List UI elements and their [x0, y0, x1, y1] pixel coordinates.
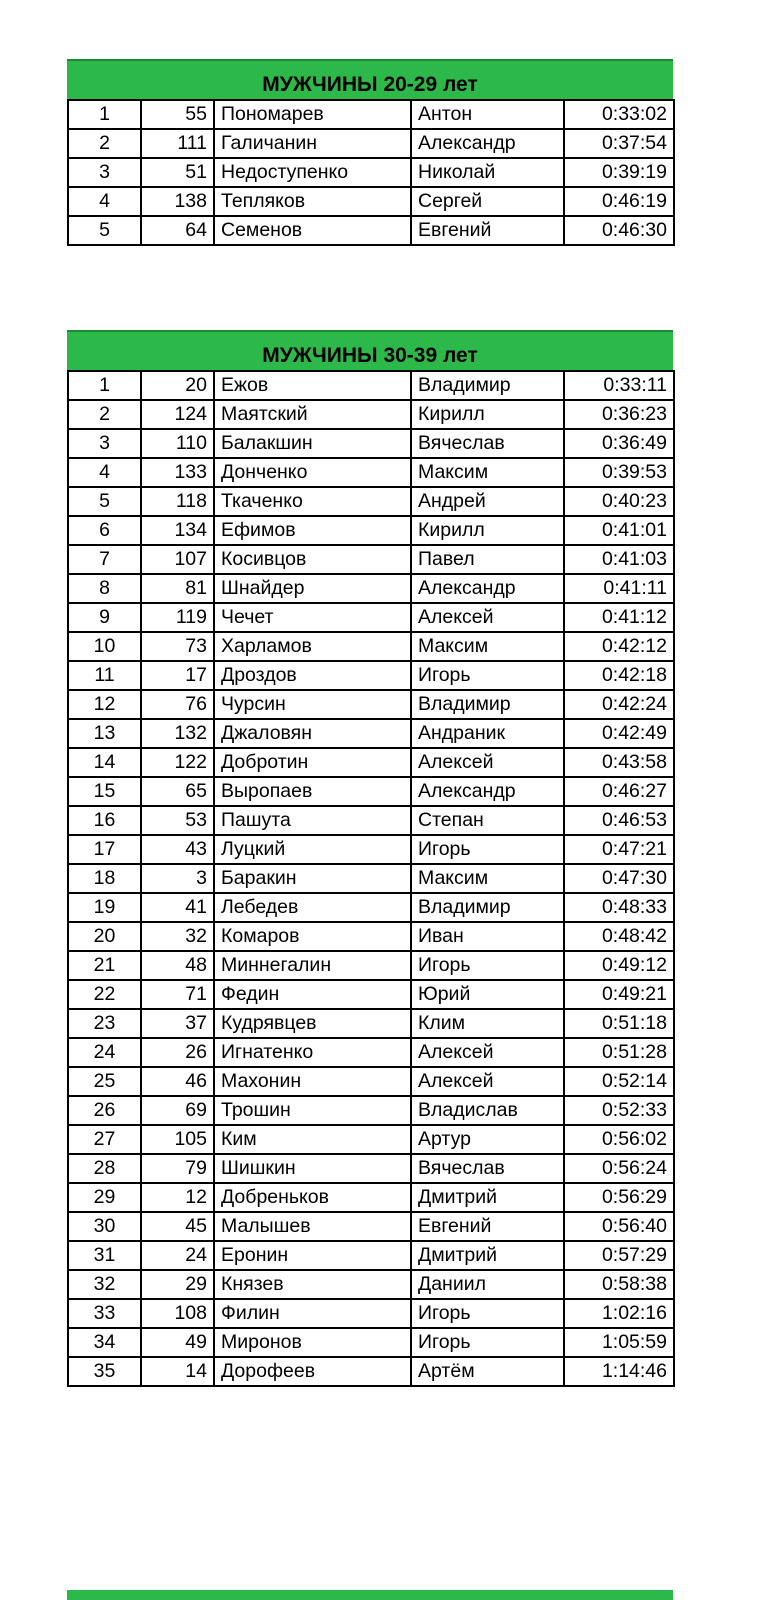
bib-cell: 134 — [141, 516, 214, 545]
time-cell: 0:42:18 — [564, 661, 674, 690]
first-name-cell: Антон — [411, 100, 564, 129]
table-row — [68, 487, 674, 516]
first-name-cell: Максим — [411, 864, 564, 893]
first-name-cell: Владислав — [411, 1096, 564, 1125]
table-row — [68, 1328, 674, 1357]
last-name-cell: Маятский — [214, 400, 411, 429]
table-row — [68, 129, 674, 158]
table-row — [68, 1067, 674, 1096]
first-name-cell: Игорь — [411, 1299, 564, 1328]
time-cell: 1:02:16 — [564, 1299, 674, 1328]
time-cell: 1:05:59 — [564, 1328, 674, 1357]
bib-cell: 37 — [141, 1009, 214, 1038]
table-row — [68, 777, 674, 806]
table-row — [68, 951, 674, 980]
bib-cell: 32 — [141, 922, 214, 951]
results-block-20-29 — [67, 59, 673, 246]
bib-cell: 108 — [141, 1299, 214, 1328]
last-name-cell: Дорофеев — [214, 1357, 411, 1386]
place-cell: 24 — [68, 1038, 141, 1067]
last-name-cell: Лебедев — [214, 893, 411, 922]
bib-cell: 119 — [141, 603, 214, 632]
section-title: МУЖЧИНЫ 30-39 лет — [67, 330, 673, 370]
time-cell: 0:56:24 — [564, 1154, 674, 1183]
first-name-cell: Максим — [411, 632, 564, 661]
table-row — [68, 893, 674, 922]
bib-cell: 17 — [141, 661, 214, 690]
time-cell: 0:36:49 — [564, 429, 674, 458]
next-section-header-strip — [67, 1590, 673, 1600]
first-name-cell: Игорь — [411, 661, 564, 690]
place-cell: 1 — [68, 371, 141, 400]
table-row — [68, 429, 674, 458]
last-name-cell: Семенов — [214, 216, 411, 245]
time-cell: 0:39:53 — [564, 458, 674, 487]
first-name-cell: Александр — [411, 129, 564, 158]
last-name-cell: Федин — [214, 980, 411, 1009]
last-name-cell: Ефимов — [214, 516, 411, 545]
table-row — [68, 158, 674, 187]
first-name-cell: Даниил — [411, 1270, 564, 1299]
place-cell: 2 — [68, 400, 141, 429]
place-cell: 9 — [68, 603, 141, 632]
time-cell: 0:49:21 — [564, 980, 674, 1009]
table-row — [68, 516, 674, 545]
place-cell: 20 — [68, 922, 141, 951]
table-row — [68, 187, 674, 216]
table-row — [68, 719, 674, 748]
time-cell: 0:46:53 — [564, 806, 674, 835]
bib-cell: 118 — [141, 487, 214, 516]
first-name-cell: Иван — [411, 922, 564, 951]
last-name-cell: Тепляков — [214, 187, 411, 216]
time-cell: 0:56:29 — [564, 1183, 674, 1212]
bib-cell: 73 — [141, 632, 214, 661]
last-name-cell: Миронов — [214, 1328, 411, 1357]
bib-cell: 133 — [141, 458, 214, 487]
last-name-cell: Дроздов — [214, 661, 411, 690]
first-name-cell: Андраник — [411, 719, 564, 748]
first-name-cell: Кирилл — [411, 400, 564, 429]
bib-cell: 51 — [141, 158, 214, 187]
first-name-cell: Дмитрий — [411, 1183, 564, 1212]
bib-cell: 12 — [141, 1183, 214, 1212]
bib-cell: 14 — [141, 1357, 214, 1386]
place-cell: 4 — [68, 458, 141, 487]
first-name-cell: Вячеслав — [411, 429, 564, 458]
place-cell: 26 — [68, 1096, 141, 1125]
first-name-cell: Владимир — [411, 893, 564, 922]
first-name-cell: Владимир — [411, 690, 564, 719]
place-cell: 5 — [68, 216, 141, 245]
time-cell: 0:48:33 — [564, 893, 674, 922]
table-row — [68, 1183, 674, 1212]
time-cell: 0:47:21 — [564, 835, 674, 864]
table-row — [68, 1357, 674, 1386]
first-name-cell: Николай — [411, 158, 564, 187]
first-name-cell: Алексей — [411, 1038, 564, 1067]
bib-cell: 111 — [141, 129, 214, 158]
last-name-cell: Выропаев — [214, 777, 411, 806]
bib-cell: 110 — [141, 429, 214, 458]
first-name-cell: Евгений — [411, 216, 564, 245]
table-row — [68, 690, 674, 719]
last-name-cell: Шишкин — [214, 1154, 411, 1183]
bib-cell: 69 — [141, 1096, 214, 1125]
last-name-cell: Шнайдер — [214, 574, 411, 603]
time-cell: 0:36:23 — [564, 400, 674, 429]
bib-cell: 20 — [141, 371, 214, 400]
table-row — [68, 1038, 674, 1067]
time-cell: 0:47:30 — [564, 864, 674, 893]
time-cell: 0:37:54 — [564, 129, 674, 158]
place-cell: 3 — [68, 429, 141, 458]
time-cell: 0:33:02 — [564, 100, 674, 129]
bib-cell: 122 — [141, 748, 214, 777]
last-name-cell: Чурсин — [214, 690, 411, 719]
bib-cell: 107 — [141, 545, 214, 574]
first-name-cell: Александр — [411, 574, 564, 603]
time-cell: 0:57:29 — [564, 1241, 674, 1270]
table-row — [68, 400, 674, 429]
place-cell: 18 — [68, 864, 141, 893]
last-name-cell: Игнатенко — [214, 1038, 411, 1067]
time-cell: 0:56:02 — [564, 1125, 674, 1154]
first-name-cell: Андрей — [411, 487, 564, 516]
table-row — [68, 1241, 674, 1270]
table-row — [68, 1212, 674, 1241]
place-cell: 13 — [68, 719, 141, 748]
table-row — [68, 835, 674, 864]
first-name-cell: Владимир — [411, 371, 564, 400]
table-row — [68, 574, 674, 603]
first-name-cell: Кирилл — [411, 516, 564, 545]
bib-cell: 81 — [141, 574, 214, 603]
place-cell: 27 — [68, 1125, 141, 1154]
bib-cell: 26 — [141, 1038, 214, 1067]
table-row — [68, 922, 674, 951]
time-cell: 0:41:03 — [564, 545, 674, 574]
time-cell: 0:52:33 — [564, 1096, 674, 1125]
time-cell: 0:42:24 — [564, 690, 674, 719]
time-cell: 0:56:40 — [564, 1212, 674, 1241]
place-cell: 2 — [68, 129, 141, 158]
time-cell: 0:52:14 — [564, 1067, 674, 1096]
time-cell: 0:39:19 — [564, 158, 674, 187]
table-row — [68, 216, 674, 245]
last-name-cell: Филин — [214, 1299, 411, 1328]
last-name-cell: Ткаченко — [214, 487, 411, 516]
last-name-cell: Махонин — [214, 1067, 411, 1096]
first-name-cell: Игорь — [411, 1328, 564, 1357]
bib-cell: 49 — [141, 1328, 214, 1357]
table-row — [68, 632, 674, 661]
last-name-cell: Добротин — [214, 748, 411, 777]
last-name-cell: Кудрявцев — [214, 1009, 411, 1038]
last-name-cell: Недоступенко — [214, 158, 411, 187]
place-cell: 22 — [68, 980, 141, 1009]
section-title: МУЖЧИНЫ 20-29 лет — [67, 59, 673, 99]
last-name-cell: Князев — [214, 1270, 411, 1299]
bib-cell: 48 — [141, 951, 214, 980]
results-block-30-39 — [67, 330, 673, 1387]
time-cell: 0:46:27 — [564, 777, 674, 806]
place-cell: 6 — [68, 516, 141, 545]
table-row — [68, 864, 674, 893]
last-name-cell: Пашута — [214, 806, 411, 835]
place-cell: 19 — [68, 893, 141, 922]
bib-cell: 3 — [141, 864, 214, 893]
time-cell: 0:43:58 — [564, 748, 674, 777]
time-cell: 0:41:01 — [564, 516, 674, 545]
table-row — [68, 1270, 674, 1299]
place-cell: 7 — [68, 545, 141, 574]
place-cell: 25 — [68, 1067, 141, 1096]
place-cell: 3 — [68, 158, 141, 187]
results-table — [67, 99, 675, 246]
first-name-cell: Алексей — [411, 1067, 564, 1096]
last-name-cell: Луцкий — [214, 835, 411, 864]
bib-cell: 43 — [141, 835, 214, 864]
time-cell: 0:58:38 — [564, 1270, 674, 1299]
bib-cell: 79 — [141, 1154, 214, 1183]
place-cell: 14 — [68, 748, 141, 777]
table-row — [68, 1096, 674, 1125]
time-cell: 0:51:18 — [564, 1009, 674, 1038]
bib-cell: 65 — [141, 777, 214, 806]
first-name-cell: Евгений — [411, 1212, 564, 1241]
place-cell: 4 — [68, 187, 141, 216]
first-name-cell: Алексей — [411, 748, 564, 777]
first-name-cell: Сергей — [411, 187, 564, 216]
place-cell: 17 — [68, 835, 141, 864]
place-cell: 23 — [68, 1009, 141, 1038]
time-cell: 0:49:12 — [564, 951, 674, 980]
time-cell: 0:51:28 — [564, 1038, 674, 1067]
bib-cell: 138 — [141, 187, 214, 216]
first-name-cell: Степан — [411, 806, 564, 835]
place-cell: 15 — [68, 777, 141, 806]
first-name-cell: Дмитрий — [411, 1241, 564, 1270]
last-name-cell: Комаров — [214, 922, 411, 951]
place-cell: 5 — [68, 487, 141, 516]
bib-cell: 41 — [141, 893, 214, 922]
place-cell: 30 — [68, 1212, 141, 1241]
table-row — [68, 458, 674, 487]
bib-cell: 71 — [141, 980, 214, 1009]
place-cell: 32 — [68, 1270, 141, 1299]
first-name-cell: Юрий — [411, 980, 564, 1009]
table-row — [68, 661, 674, 690]
place-cell: 34 — [68, 1328, 141, 1357]
table-row — [68, 545, 674, 574]
bib-cell: 64 — [141, 216, 214, 245]
table-row — [68, 1299, 674, 1328]
bib-cell: 124 — [141, 400, 214, 429]
first-name-cell: Артур — [411, 1125, 564, 1154]
table-row — [68, 748, 674, 777]
time-cell: 1:14:46 — [564, 1357, 674, 1386]
place-cell: 8 — [68, 574, 141, 603]
last-name-cell: Пономарев — [214, 100, 411, 129]
bib-cell: 29 — [141, 1270, 214, 1299]
table-row — [68, 603, 674, 632]
place-cell: 12 — [68, 690, 141, 719]
first-name-cell: Максим — [411, 458, 564, 487]
first-name-cell: Игорь — [411, 951, 564, 980]
last-name-cell: Баракин — [214, 864, 411, 893]
bib-cell: 76 — [141, 690, 214, 719]
place-cell: 31 — [68, 1241, 141, 1270]
time-cell: 0:41:11 — [564, 574, 674, 603]
table-row — [68, 100, 674, 129]
place-cell: 29 — [68, 1183, 141, 1212]
time-cell: 0:42:12 — [564, 632, 674, 661]
bib-cell: 105 — [141, 1125, 214, 1154]
bib-cell: 55 — [141, 100, 214, 129]
place-cell: 33 — [68, 1299, 141, 1328]
place-cell: 28 — [68, 1154, 141, 1183]
bib-cell: 45 — [141, 1212, 214, 1241]
first-name-cell: Игорь — [411, 835, 564, 864]
first-name-cell: Павел — [411, 545, 564, 574]
last-name-cell: Еронин — [214, 1241, 411, 1270]
results-table — [67, 370, 675, 1387]
last-name-cell: Малышев — [214, 1212, 411, 1241]
table-row — [68, 806, 674, 835]
time-cell: 0:42:49 — [564, 719, 674, 748]
last-name-cell: Галичанин — [214, 129, 411, 158]
time-cell: 0:46:30 — [564, 216, 674, 245]
bib-cell: 46 — [141, 1067, 214, 1096]
bib-cell: 24 — [141, 1241, 214, 1270]
place-cell: 21 — [68, 951, 141, 980]
time-cell: 0:46:19 — [564, 187, 674, 216]
last-name-cell: Харламов — [214, 632, 411, 661]
last-name-cell: Добреньков — [214, 1183, 411, 1212]
first-name-cell: Вячеслав — [411, 1154, 564, 1183]
bib-cell: 132 — [141, 719, 214, 748]
last-name-cell: Миннегалин — [214, 951, 411, 980]
last-name-cell: Косивцов — [214, 545, 411, 574]
time-cell: 0:48:42 — [564, 922, 674, 951]
first-name-cell: Артём — [411, 1357, 564, 1386]
last-name-cell: Ежов — [214, 371, 411, 400]
table-row — [68, 1125, 674, 1154]
table-row — [68, 980, 674, 1009]
first-name-cell: Клим — [411, 1009, 564, 1038]
place-cell: 35 — [68, 1357, 141, 1386]
last-name-cell: Ким — [214, 1125, 411, 1154]
first-name-cell: Александр — [411, 777, 564, 806]
last-name-cell: Балакшин — [214, 429, 411, 458]
table-row — [68, 371, 674, 400]
last-name-cell: Чечет — [214, 603, 411, 632]
last-name-cell: Трошин — [214, 1096, 411, 1125]
time-cell: 0:33:11 — [564, 371, 674, 400]
place-cell: 11 — [68, 661, 141, 690]
time-cell: 0:41:12 — [564, 603, 674, 632]
place-cell: 16 — [68, 806, 141, 835]
last-name-cell: Джаловян — [214, 719, 411, 748]
first-name-cell: Алексей — [411, 603, 564, 632]
time-cell: 0:40:23 — [564, 487, 674, 516]
last-name-cell: Донченко — [214, 458, 411, 487]
table-row — [68, 1154, 674, 1183]
bib-cell: 53 — [141, 806, 214, 835]
place-cell: 1 — [68, 100, 141, 129]
place-cell: 10 — [68, 632, 141, 661]
table-row — [68, 1009, 674, 1038]
